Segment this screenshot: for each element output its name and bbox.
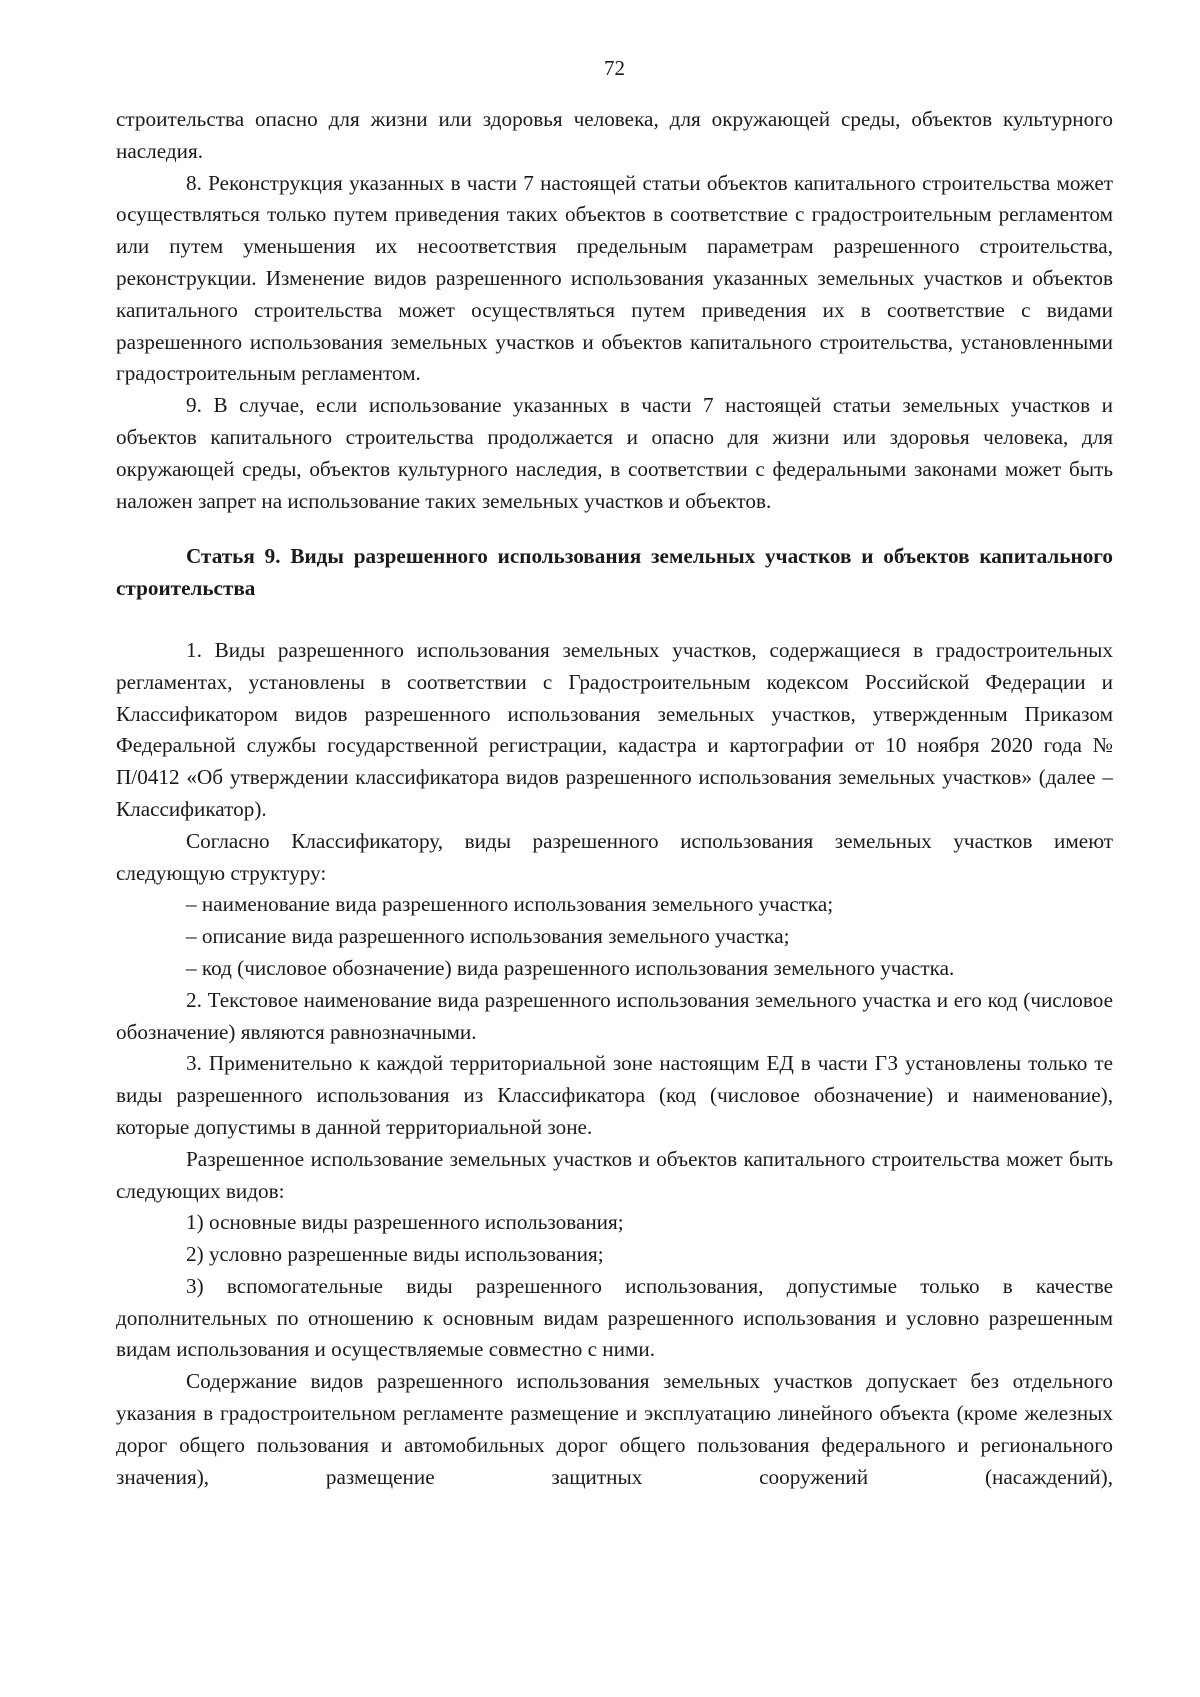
list-item-description: – описание вида разрешенного использования земельного участка; bbox=[186, 924, 790, 949]
paragraph-article-9-item-2: 2. Текстовое наименование вида разрешенного использования земельного участка и его код (числовое обозначение) являются равнозначными. bbox=[116, 987, 1113, 1044]
article-heading: Статья 9. Виды разрешенного использования земельных участков и объектов капитального строительства bbox=[116, 544, 1113, 601]
page-number: 72 bbox=[604, 56, 625, 80]
list-item-conditional-kinds: 2) условно разрешенные виды использования; bbox=[186, 1242, 604, 1267]
paragraph-article-9-item-3: 3. Применительно к каждой территориальной зоне настоящим ЕД в части ГЗ установлены только те виды разрешенного использования из Классификатора (код (числовое обозначение) и наименование), которые допустимы в данной территориальной зоне. bbox=[116, 1051, 1113, 1139]
list-item-main-kinds: 1) основные виды разрешенного использования; bbox=[186, 1210, 624, 1235]
paragraph-item-9: 9. В случае, если использование указанных в части 7 настоящей статьи земельных участков и объектов капитального строительства продолжается и опасно для жизни или здоровья человека, для окружающей среды, объектов культурного наследия, в соответствии с федеральными законами может быть наложен запрет на использование таких земельных участков и объектов. bbox=[116, 393, 1113, 513]
paragraph-continuation: строительства опасно для жизни или здоровья человека, для окружающей среды, объектов культурного наследия. bbox=[116, 107, 1113, 163]
list-item-code: – код (числовое обозначение) вида разрешенного использования земельного участка. bbox=[186, 955, 955, 980]
list-item-name: – наименование вида разрешенного использования земельного участка; bbox=[186, 892, 834, 917]
paragraph-item-8: 8. Реконструкция указанных в части 7 настоящей статьи объектов капитального строительства может осуществляться только путем приведения таких объектов в соответствие с градостроительным регламентом или путем уменьшения их несоответствия предельным параметрам разрешенного строительства, реконструкции. Изменение видов разрешенного использования указанных земельных участков и объектов капитального строительства может осуществляться путем приведения их в соответствие с видами разрешенного использования земельных участков и объектов капитального строительства, установленными градостроительным регламентом. bbox=[116, 170, 1113, 386]
paragraph-content-of-kinds: Содержание видов разрешенного использования земельных участков допускает без отдельного указания в градостроительном регламенте размещение и эксплуатацию линейного объекта (кроме железных дорог общего пользования и автомобильных дорог общего пользования федерального и регионального значения), размещение защитных сооружений (насаждений), bbox=[116, 1369, 1113, 1489]
paragraph-kinds-intro: Разрешенное использование земельных участков и объектов капитального строительства может быть следующих видов: bbox=[116, 1146, 1113, 1203]
paragraph-structure-intro: Согласно Классификатору, виды разрешенного использования земельных участков имеют следующую структуру: bbox=[116, 828, 1113, 885]
list-item-auxiliary-kinds: 3) вспомогательные виды разрешенного использования, допустимые только в качестве дополнительных по отношению к основным видам разрешенного использования и условно разрешенным видам использования и осуществляемые совместно с ними. bbox=[116, 1273, 1113, 1362]
document-body bbox=[116, 104, 1113, 1493]
paragraph-article-9-item-1: 1. Виды разрешенного использования земельных участков, содержащиеся в градостроительных регламентах, установлены в соответствии с Градостроительным кодексом Российской Федерации и Классификатором видов разрешенного использования земельных участков, утвержденным Приказом Федеральной службы государственной регистрации, кадастра и картографии от 10 ноября 2020 года № П/0412 «Об утверждении классификатора видов разрешенного использования земельных участков» (далее – Классификатор). bbox=[116, 637, 1113, 821]
